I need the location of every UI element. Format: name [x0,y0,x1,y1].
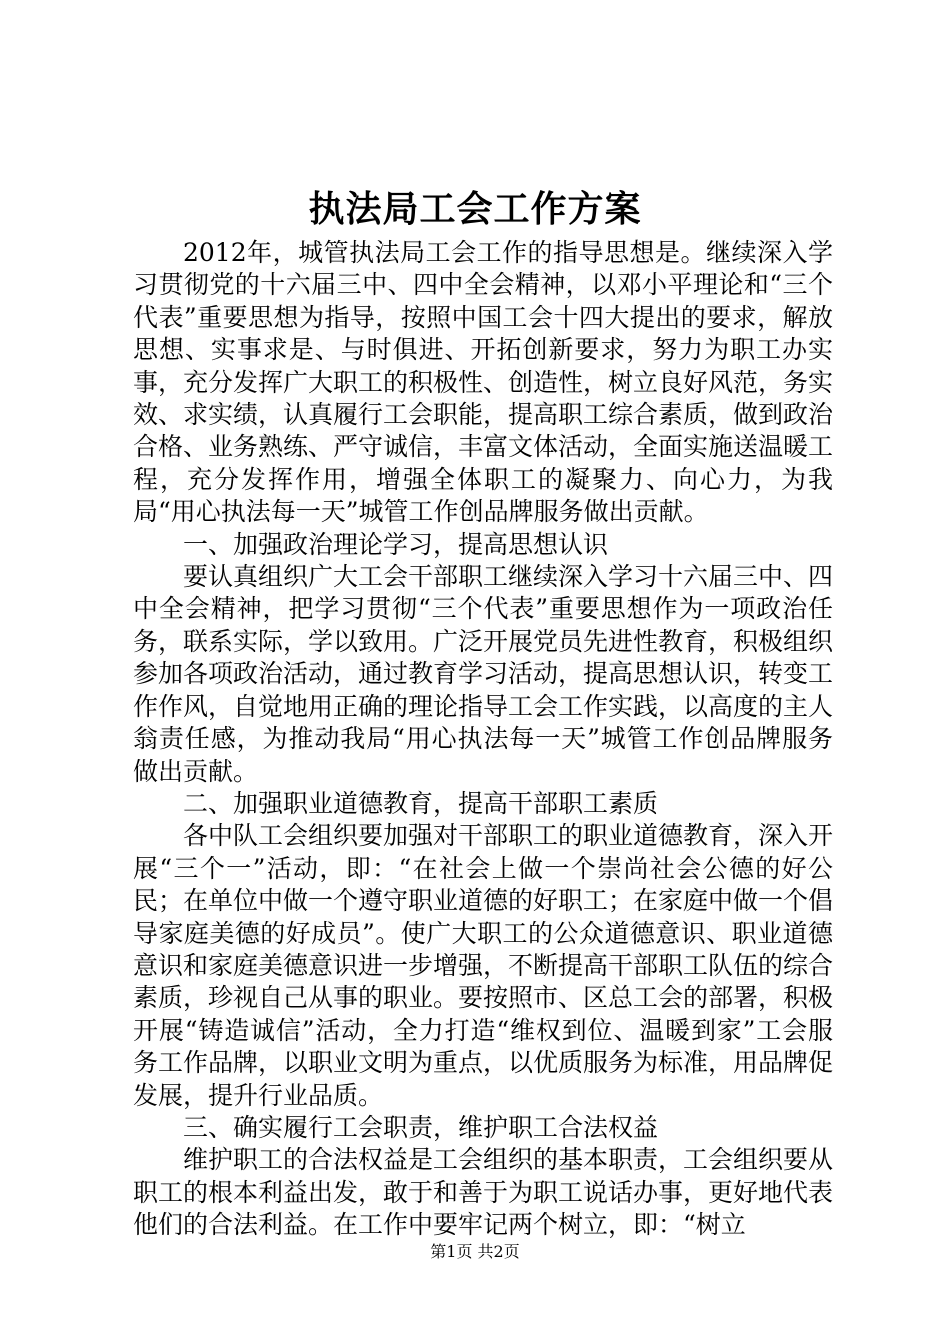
paragraph-section-2: 各中队工会组织要加强对干部职工的职业道德教育，深入开展“三个一”活动，即：“在社会上做一个崇尚社会公德的好公民；在单位中做一个遵守职业道德的好职工；在家庭中做一个倡导家庭美德的好成员”。使广大职工的公众道德意识、职业道德意识和家庭美德意识进一步增强，不断提高干部职工队伍的综合素质，珍视自己从事的职业。要按照市、区总工会的部署，积极开展“铸造诚信”活动，全力打造“维权到位、温暖到家”工会服务工作品牌，以职业文明为重点，以优质服务为标准，用品牌促发展，提升行业品质。 [133,821,834,1110]
section-heading-2: 二、加强职业道德教育，提高干部职工素质 [183,788,659,818]
paragraph-section-3: 维护职工的合法权益是工会组织的基本职责，工会组织要从职工的根本利益出发，敢于和善于为职工说话办事，更好地代表他们的合法利益。在工作中要牢记两个树立，即：“树立 [133,1145,834,1240]
paragraph-intro: 2012年，城管执法局工会工作的指导思想是。继续深入学习贯彻党的十六届三中、四中全会精神，以邓小平理论和“三个代表”重要思想为指导，按照中国工会十四大提出的要求，解放思想、实事求是、与时俱进、开拓创新要求，努力为职工办实事，充分发挥广大职工的积极性、创造性，树立良好风范，务实效、求实绩，认真履行工会职能，提高职工综合素质，做到政治合格、业务熟练、严守诚信，丰富文体活动，全面实施送温暖工程，充分发挥作用，增强全体职工的凝聚力、向心力，为我局“用心执法每一天”城管工作创品牌服务做出贡献。 [133,238,834,527]
document-body [133,237,833,1242]
document-title: 执法局工会工作方案 [308,188,642,230]
page-footer: 第1页 共2页 [430,1242,520,1261]
paragraph-section-1: 要认真组织广大工会干部职工继续深入学习十六届三中、四中全会精神，把学习贯彻“三个代表”重要思想作为一项政治任务，联系实际，学以致用。广泛开展党员先进性教育，积极组织参加各项政治活动，通过教育学习活动，提高思想认识，转变工作作风，自觉地用正确的理论指导工会工作实践，以高度的主人翁责任感，为推动我局“用心执法每一天”城管工作创品牌服务做出贡献。 [133,562,834,786]
section-heading-1: 一、加强政治理论学习，提高思想认识 [183,529,609,559]
section-heading-3: 三、确实履行工会职责，维护职工合法权益 [183,1112,659,1142]
